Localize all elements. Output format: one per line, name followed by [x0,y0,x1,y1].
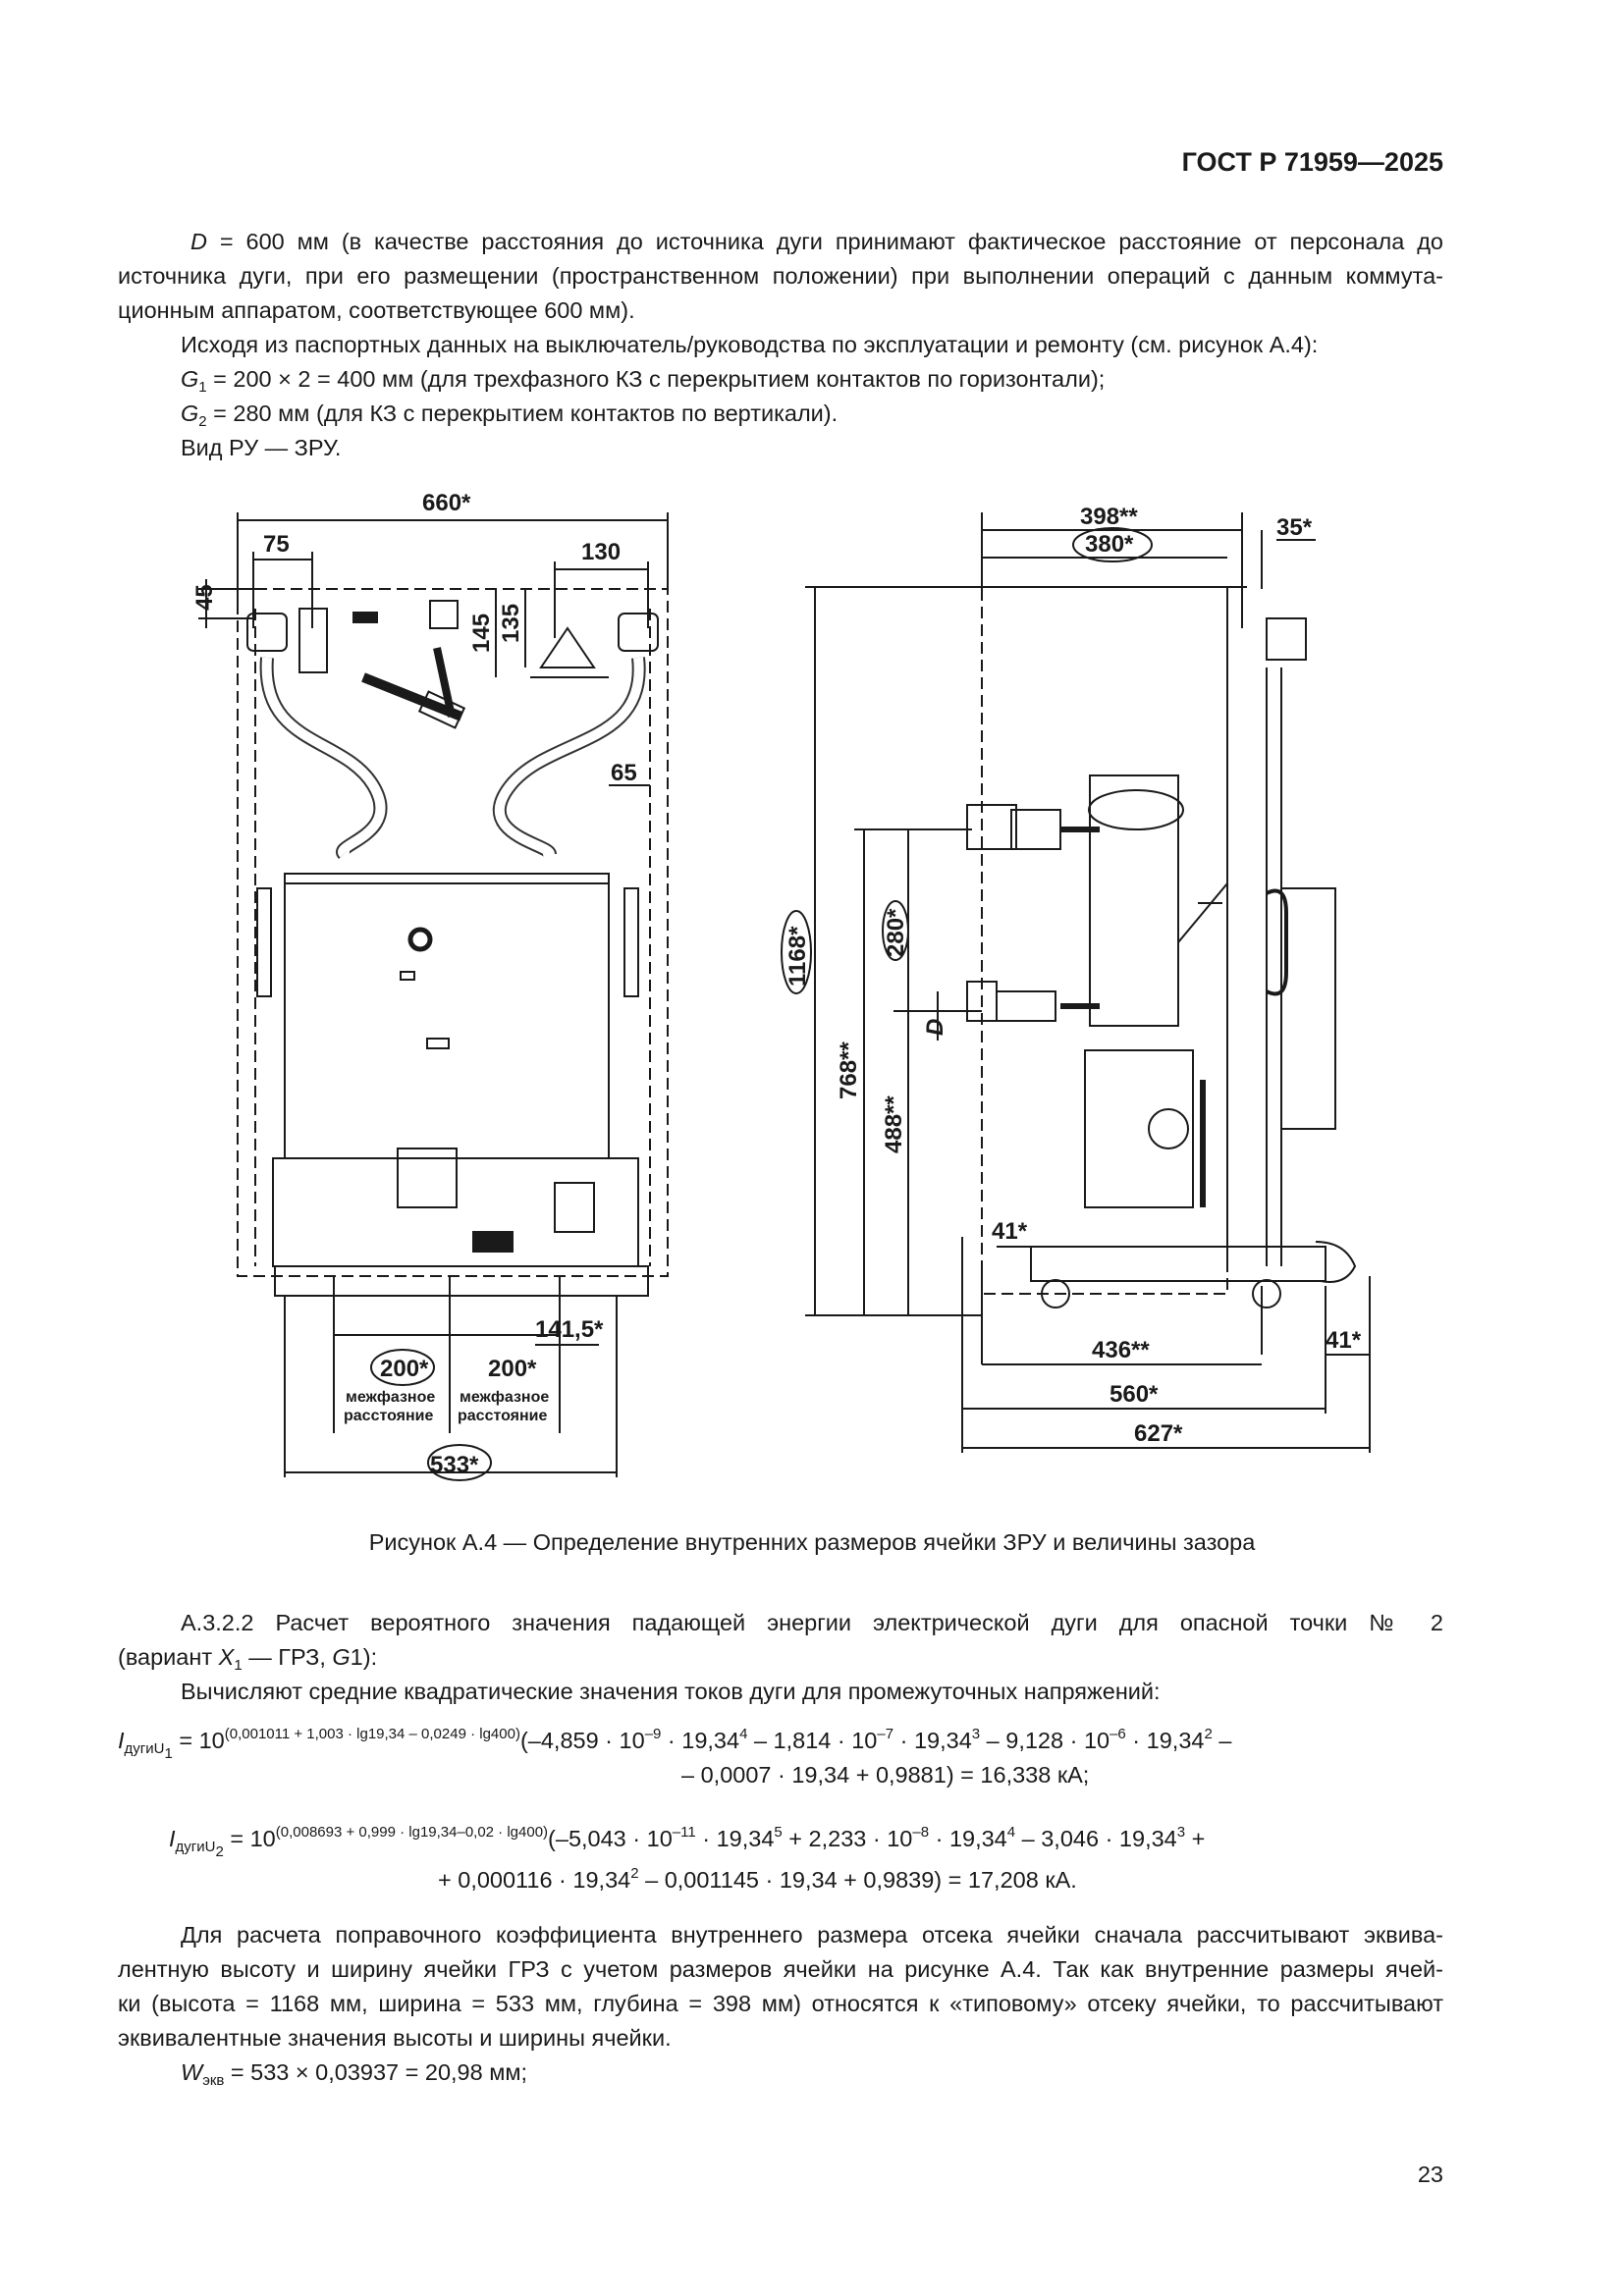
f1-c: – 1,814 · 10 [747,1728,878,1753]
f2-a: (–5,043 · 10 [548,1826,673,1851]
dim-280: 280* [883,908,909,957]
f1-a: (–4,859 · 10 [519,1728,645,1753]
dim-627: 627* [1134,1420,1183,1447]
f2-e: – 3,046 · 19,34 [1015,1826,1177,1851]
intro-source-line: Исходя из паспортных данных на выключатель/руководства по эксплуатации и ремонту (см. рисунок А.4): [181,332,1319,357]
f2-d: · 19,34 [929,1826,1007,1851]
formula-1-line-1 [118,1726,1232,1762]
calc-line-3: Вычисляют средние квадратические значения токов дуги для промежуточных напряжений: [181,1679,1161,1704]
dim-65: 65 [611,760,637,786]
dim-75: 75 [263,531,290,558]
f2-eq: = 10 [230,1826,276,1851]
w-text: = 533 × 0,03937 = 20,98 мм; [230,2059,528,2085]
f1-f-exp: 2 [1204,1726,1213,1742]
dim-145: 145 [468,613,495,653]
calc-variant-mid: — ГРЗ, [248,1644,326,1670]
f1-g: – [1212,1728,1232,1753]
f1-a-exp: –9 [644,1726,662,1742]
g-variable: G [332,1644,351,1670]
dim-135: 135 [498,603,524,643]
phase-label-a-1: межфазное [346,1389,436,1406]
dim-200-a: 200* [380,1356,429,1382]
dim-200-b: 200* [488,1356,537,1382]
f1-b: · 19,34 [661,1728,740,1753]
dim-560: 560* [1110,1381,1159,1408]
dim-141-5: 141,5* [535,1316,604,1343]
w-equivalent-line [181,2059,528,2089]
final-line-2: лентную высоту и ширину ячейки ГРЗ с учетом размеров ячейки на рисунке А.4. Так как внутренние размеры ячей- [118,1956,1443,1982]
w-letter: W [181,2059,203,2085]
d-text-1: = 600 мм (в качестве расстояния до источника дуги принимают фактическое расстояние от персонала до [219,229,1443,254]
dim-130: 130 [581,539,622,565]
g2-subscript: 2 [198,413,207,430]
f1-u-sub: 1 [164,1745,173,1762]
dim-380: 380* [1085,531,1134,558]
dim-41-a: 41* [992,1218,1028,1245]
formula-2-line-1 [169,1824,1206,1860]
f1-e: – 9,128 · 10 [980,1728,1110,1753]
dim-533: 533* [430,1452,479,1478]
dim-768: 768** [836,1041,862,1099]
f2-exp: (0,008693 + 0,999 · lg19,34–0,02 · lg400) [275,1824,549,1841]
f2-line2-b: – 0,001145 · 19,34 + 0,9839) = 17,208 кА. [638,1867,1077,1893]
f2-line2-a: + 0,000116 · 19,34 [438,1867,631,1893]
dim-436: 436** [1092,1337,1150,1363]
final-line-1: Для расчета поправочного коэффициента внутреннего размера отсека ячейки сначала рассчитывают эквива- [181,1922,1443,1948]
f2-f: + [1185,1826,1206,1851]
f2-e-exp: 3 [1176,1824,1186,1841]
g1-subscript: 1 [198,379,207,396]
f1-i: I [118,1728,125,1753]
f2-line2-exp: 2 [630,1865,639,1882]
f2-d-exp: 4 [1006,1824,1016,1841]
intro-d-line-3: ционным аппаратом, соответствующее 600 мм). [118,297,635,323]
f1-d: · 19,34 [893,1728,972,1753]
f2-c-exp: –8 [912,1824,930,1841]
g2-text: = 280 мм (для КЗ с перекрытием контактов по вертикали). [213,400,839,426]
g1-letter: G [181,366,199,392]
phase-label-b-2: расстояние [458,1408,548,1424]
intro-type-line: Вид РУ — ЗРУ. [181,435,342,460]
formula-1-line-2: – 0,0007 · 19,34 + 0,9881) = 16,338 кА; [681,1762,1090,1788]
f1-exp: (0,001011 + 1,003 · lg19,34 – 0,0249 · lg400) [224,1726,520,1742]
f2-a-exp: –11 [672,1824,696,1841]
final-line-4: эквивалентные значения высоты и ширины ячейки. [118,2025,672,2051]
g1-text: = 200 × 2 = 400 мм (для трехфазного КЗ с перекрытием контактов по горизонтали); [213,366,1106,392]
g2-letter: G [181,400,199,426]
w-subscript: экв [202,2072,225,2089]
page-number: 23 [1417,2162,1443,2187]
f2-i: I [169,1826,176,1851]
f1-b-exp: 4 [739,1726,748,1742]
dim-41-b: 41* [1326,1327,1362,1354]
f1-e-exp: –6 [1110,1726,1126,1742]
f2-c: + 2,233 · 10 [782,1826,913,1851]
f1-d-exp: 3 [971,1726,981,1742]
f1-eq: = 10 [179,1728,225,1753]
f1-c-exp: –7 [877,1726,894,1742]
dim-398: 398** [1080,504,1138,530]
figure-caption: Рисунок А.4 — Определение внутренних размеров ячейки ЗРУ и величины зазора [368,1529,1256,1555]
f2-b-exp: 5 [774,1824,783,1841]
calc-variant-end: 1): [350,1644,378,1670]
final-line-3: ки (высота = 1168 мм, ширина = 533 мм, глубина = 398 мм) относятся к «типовому» отсеку ячейки, то рассчитывают [118,1991,1443,2016]
intro-d-line-2: источника дуги, при его размещении (пространственном положении) при выполнении операций с данным коммута- [118,263,1443,289]
phase-label-b-1: межфазное [460,1389,550,1406]
x-subscript: 1 [234,1657,243,1674]
d-variable: D [190,229,207,254]
formula-2-line-2 [438,1867,1077,1894]
calc-line-2 [118,1644,378,1674]
x-variable: X [218,1644,235,1670]
dim-d: D [922,1018,948,1036]
phase-label-a-2: расстояние [344,1408,434,1424]
f2-b: · 19,34 [695,1826,775,1851]
dim-488: 488** [881,1095,907,1153]
dim-45: 45 [191,584,218,611]
calc-variant-pre: (вариант [118,1644,213,1670]
calc-line-1: А.3.2.2 Расчет вероятного значения падающей энергии электрической дуги для опасной точки № 2 [181,1610,1443,1635]
standard-designation: ГОСТ Р 71959—2025 [1181,147,1443,177]
dim-35: 35* [1276,514,1313,541]
f2-u-sub: 2 [215,1843,224,1860]
f1-f: · 19,34 [1125,1728,1205,1753]
dim-660: 660* [422,490,471,516]
f1-i-sub: дугиU [124,1740,165,1757]
dim-1168: 1168* [785,926,811,987]
f2-i-sub: дугиU [175,1839,216,1855]
